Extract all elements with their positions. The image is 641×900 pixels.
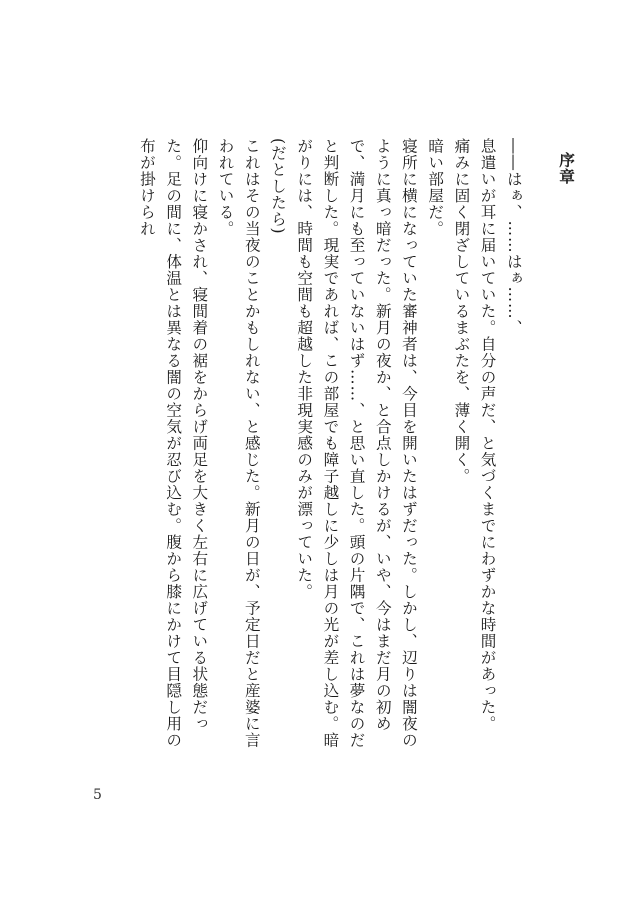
paragraph: これはその当夜のことかもしれない、と感じた。新月の日が、予定日だと産婆に言われている。 (216, 138, 261, 749)
paragraph: 仰向けに寝かされ、寝間着の裾をからげ両足を大きく左右に広げている状態だった。足の間に、体温とは異なる闇の空気が忍び込む。腹から膝にかけて目隠し用の布が掛けられ (137, 138, 209, 749)
paragraph: 痛みに固く閉ざしているまぶたを、薄く開く。 (452, 138, 471, 485)
paragraph: ――はぁ、……はぁ……、 (504, 138, 523, 336)
paragraph: 暗い部屋だ。 (426, 138, 445, 237)
chapter-title: 序章 (557, 152, 576, 185)
paragraph: (だとしたら) (268, 138, 287, 235)
vertical-text-block (39, 138, 579, 750)
paragraph: 寝所に横になっていた審神者は、今目を開いたはずだった。しかし、辺りは闇夜のように真っ暗だった。新月の夜か、と合点しかけるが、いや、今はまだ月の初めで、満月にも至っていないはず……、と思い直した。頭の片隅で、これは夢なのだと判断した。現実であれば、この部屋でも障子越しに少しは月の光が差し込む。暗がりには、時間も空間も超越した非現実感のみが漂っていた。 (295, 138, 418, 749)
page-number: 5 (93, 787, 102, 803)
paragraph: 息遣いが耳に届いていた。自分の声だ、と気づくまでにわずかな時間があった。 (478, 138, 497, 732)
